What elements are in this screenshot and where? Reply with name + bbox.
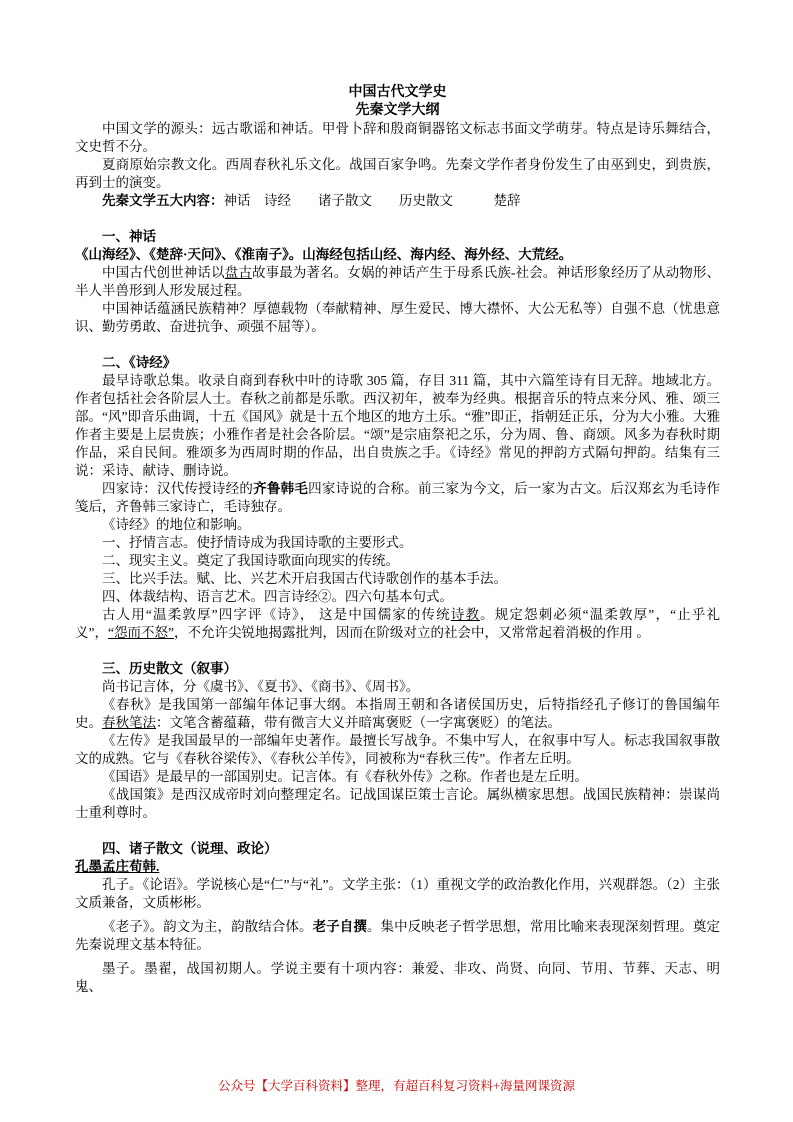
text-run: ：文笔含蓄蕴藉，带有微言大义并暗寓褒贬（一字寓褒贬）的笔法。	[156, 715, 561, 730]
heading-shijing	[75, 354, 720, 372]
para-four-schools	[75, 480, 720, 516]
bold-text: 一、神话	[102, 229, 156, 244]
para-wenrou-dunhou	[75, 606, 720, 642]
para-zuozhuan	[75, 732, 720, 768]
list-item-4	[75, 588, 720, 606]
text-run: 二、现实主义。奠定了我国诗歌面向现实的传统。	[102, 553, 399, 568]
doc-subtitle: 先秦文学大纲	[355, 103, 440, 118]
text-run: 神话 诗经 诸子散文 历史散文 楚辞	[223, 193, 521, 208]
list-item-3	[75, 570, 720, 588]
text-run: 中国古代创世神话以	[102, 265, 225, 280]
text-run: 古人用“温柔敦厚”四字评《诗》， 这是中国儒家的传统	[102, 607, 451, 622]
text-run: 《老子》。韵文为主，韵散结合体。	[102, 919, 313, 934]
spacer	[75, 822, 720, 840]
spacer	[75, 210, 720, 228]
text-run: 尚书记言体，分《虞书》、《夏书》、《商书》、《周书》。	[102, 679, 420, 694]
underlined-text: “怨而不怒”	[108, 625, 174, 640]
text-run: 四家诗：汉代传授诗经的	[102, 481, 254, 496]
list-item-2	[75, 552, 720, 570]
page-footer: 公众号【大学百科资料】整理，有超百科复习资料+海量网课资源	[217, 1079, 576, 1093]
para-chunqiu	[75, 696, 720, 732]
text-run: 最早诗歌总集。收录自商到春秋中叶的诗歌 305 篇，存目 311 篇，其中六篇笙诗有目无辞。地域北方。作者包括社会各阶层人士。春秋之前都是乐歌。西汉初年，被奉为经典。根据音乐的特点来分风、雅、颂三部。“风”即音乐曲调，十五《国风》就是十五个地区的地方土乐。“雅”即正，指朝廷正乐，分为大小雅。大雅作者主要是上层贵族；小雅作者是社会各阶层。“颂”是宗庙祭祀之乐，分为周、鲁、商颂。风多为春秋时期作品，采自民间。雅颂多为西周时期的作品，出自贵族之手。《诗经》常见的押韵方式隔句押韵。结集有三说：采诗、献诗、删诗说。	[75, 373, 720, 478]
underlined-text: 孔墨孟庄荀韩.	[75, 859, 160, 874]
bold-text: 老子自撰	[312, 919, 367, 934]
text-run: 《春秋》是我国第一部编年体记事大纲。本指周王朝和各诸侯国历史，后特指经孔子修订的鲁国编年史。	[75, 697, 720, 730]
text-run: 《左传》是我国最早的一部编年史著作。最擅长写战争。不集中写人，在叙事中写人。标志我国叙事散文的成熟。它与《春秋谷梁传》、《春秋公羊传》，同被称为“春秋三传”。作者左丘明。	[75, 733, 720, 766]
bold-text: 齐鲁韩毛	[253, 481, 309, 496]
text-run: 一、抒情言志。使抒情诗成为我国诗歌的主要形式。	[102, 535, 413, 550]
para-creation-myth	[75, 264, 720, 300]
para-origin	[75, 120, 720, 156]
bold-text: 二、《诗经》	[102, 355, 177, 370]
text-run: 《国语》是最早的一部国别史。记言体。有《春秋外传》之称。作者也是左丘明。	[102, 769, 588, 784]
para-laozi	[75, 918, 720, 954]
text-run: 《诗经》的地位和影响。	[102, 517, 251, 532]
para-five-contents	[75, 192, 720, 210]
para-national-spirit	[75, 300, 720, 336]
doc-body	[75, 120, 720, 996]
spacer	[75, 642, 720, 660]
text-run: 四、体裁结构、语言艺术。四言诗经②。四六句基本句式。	[102, 589, 453, 604]
doc-title: 中国古代文学史	[348, 85, 447, 100]
text-run: 夏商原始宗教文化。西周春秋礼乐文化。战国百家争鸣。先秦文学作者身份发生了由巫到史，到贵族，再到士的演变。	[75, 157, 720, 190]
para-shijing-overview	[75, 372, 720, 480]
heading-historical-prose	[75, 660, 720, 678]
underlined-text: 诗教	[450, 607, 481, 622]
underlined-text: 春秋笔法	[102, 715, 156, 730]
bold-text: 四、诸子散文（说理、政论）	[102, 841, 278, 856]
underlined-text: 盘古	[224, 265, 252, 280]
list-item-1	[75, 534, 720, 552]
text-run: 。集中反映老子哲学思想，常用比喻来表现深刻哲理。奠定先秦说理文基本特征。	[75, 919, 721, 952]
para-kongzi	[75, 876, 720, 912]
text-run: 四家诗说的合称。前三家为今文，后一家为古文。后汉郑玄为毛诗作笺后，齐鲁韩三家诗亡，毛诗独存。	[75, 481, 721, 514]
heading-myth	[75, 228, 720, 246]
text-run: 孔子。《论语》。学说核心是“仁”与“礼”。文学主张：（1）重视文学的政治教化作用，兴观群怨。（2）主张文质兼备，文质彬彬。	[75, 877, 720, 910]
document-content	[75, 84, 720, 996]
text-run: 墨子。墨翟，战国初期人。学说主要有十项内容：兼爱、非攻、尚贤、向同、节用、节葬、天志、明鬼、	[75, 961, 720, 994]
para-shanhaijing	[75, 246, 720, 264]
spacer	[75, 336, 720, 354]
text-run: 中国文学的源头：远古歌谣和神话。甲骨卜辞和殷商铜器铭文标志书面文学萌芽。特点是诗乐舞结合，文史哲不分。	[75, 121, 720, 154]
text-run: 《战国策》是西汉成帝时刘向整理定名。记战国谋臣策士言论。属纵横家思想。战国民族精神：崇谋尚士重利尊时。	[75, 787, 720, 820]
text-run: 三、比兴手法。赋、比、兴艺术开启我国古代诗歌创作的基本手法。	[102, 571, 507, 586]
para-zhanguoce	[75, 786, 720, 822]
bold-text: 三、历史散文（叙事）	[102, 661, 237, 676]
text-run: 中国神话蕴涵民族精神？厚德载物（奉献精神、厚生爱民、博大襟怀、大公无私等）自强不息（忧患意识、勤劳勇敢、奋进抗争、顽强不屈等）。	[75, 301, 720, 334]
para-kong-mo-list	[75, 858, 720, 876]
bold-text: 先秦文学五大内容：	[102, 193, 224, 208]
para-shangshu	[75, 678, 720, 696]
text-run: 故事最为著名。女娲的神话产生于母系氏族-社会。神话形象经历了从动物形、半人半兽形到人形发展过程。	[75, 265, 721, 298]
para-status-influence	[75, 516, 720, 534]
text-run: 。规定怨刺必须“温柔敦厚”，“止乎礼义”，	[75, 607, 721, 640]
bold-text: 《山海经》、《楚辞·天问》、《淮南子》。山海经包括山经、海内经、海外经、大荒经。	[75, 247, 573, 262]
heading-philosophers-prose	[75, 840, 720, 858]
para-guoyu	[75, 768, 720, 786]
para-mozi	[75, 960, 720, 996]
para-culture-evolution	[75, 156, 720, 192]
text-run: ，不允许尖锐地揭露批判，因而在阶级对立的社会中，又常常起着消极的作用 。	[173, 625, 650, 640]
